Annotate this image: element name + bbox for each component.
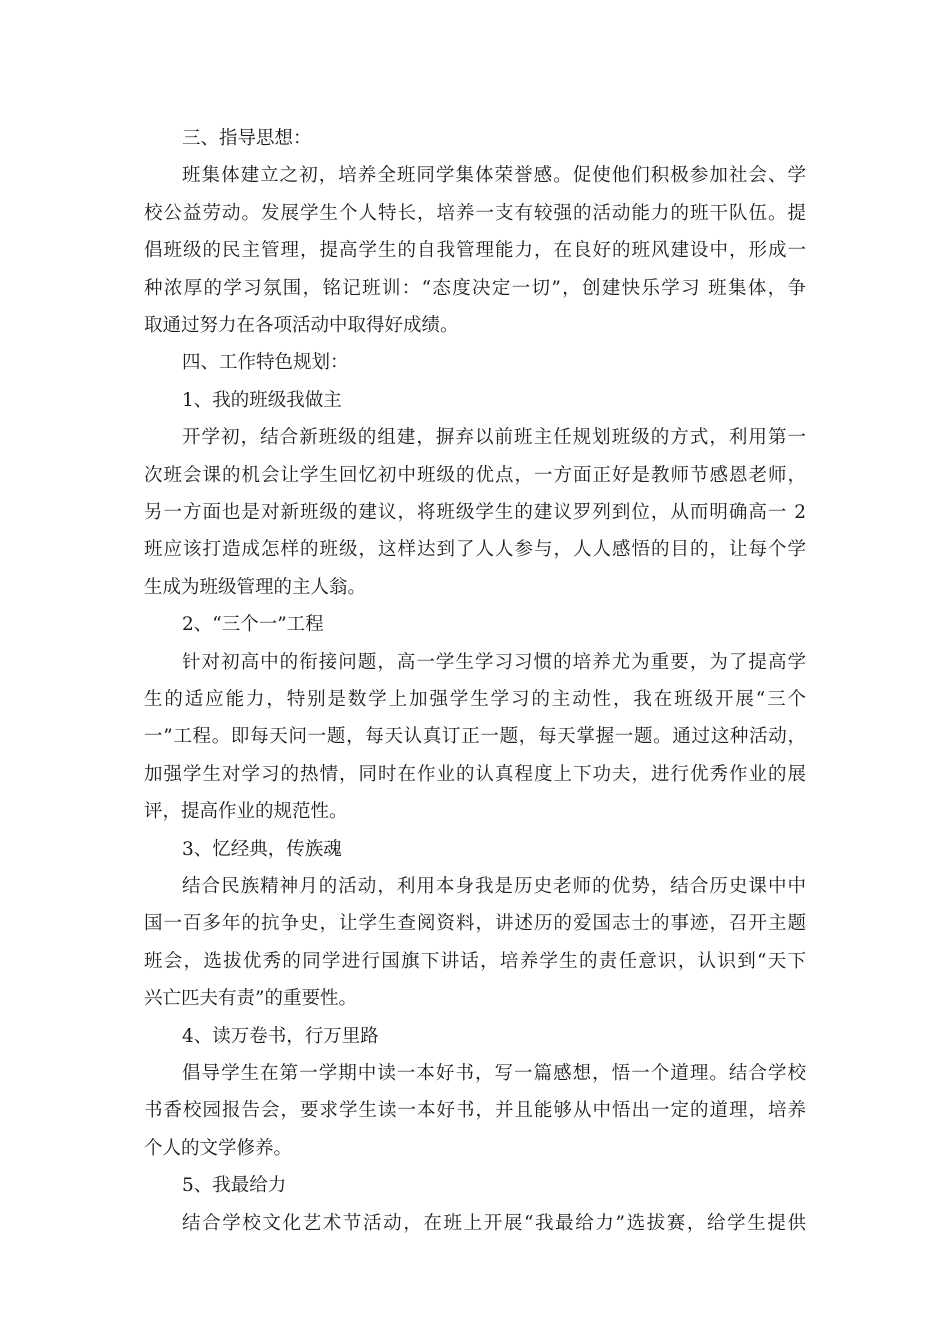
text-line: 2、“三个一”工程 — [182, 614, 324, 636]
text-line: 个人的文学修养。 — [144, 1137, 293, 1159]
text-line: 评，提高作业的规范性。 — [144, 801, 348, 823]
text-line: 3、忆经典，传族魂 — [182, 838, 342, 860]
text-line: 取通过努力在各项活动中取得好成绩。 — [144, 315, 459, 336]
text-line: 开学初，结合新班级的组建，摒弃以前班主任规划班级的方式，利用第一 — [182, 427, 806, 449]
text-line: 生成为班级管理的主人翁。 — [144, 576, 367, 598]
text-line: 班应该打造成怎样的班级，这样达到了人人参与，人人感悟的目的，让每个学 — [144, 539, 806, 561]
text-line: 兴亡匹夫有责”的重要性。 — [144, 988, 357, 1010]
text-line: 倡导学生在第一学期中读一本好书，写一篇感想，悟一个道理。结合学校 — [182, 1063, 806, 1084]
text-line: 5、我最给力 — [182, 1175, 287, 1197]
text-line: 班集体建立之初，培养全班同学集体荣誉感。促使他们积极参加社会、学 — [182, 165, 806, 187]
text-line: 针对初高中的衔接问题，高一学生学习习惯的培养尤为重要，为了提高学 — [182, 651, 806, 673]
text-line: 4、读万卷书，行万里路 — [182, 1025, 379, 1047]
text-line: 种浓厚的学习氛围，铭记班训：“态度决定一切”，创建快乐学习 班集体，争 — [144, 277, 806, 299]
text-line: 结合学校文化艺术节活动，在班上开展“我最给力”选拔赛，给学生提供 — [182, 1212, 806, 1234]
text-line: 结合民族精神月的活动，利用本身我是历史老师的优势，结合历史课中中 — [182, 876, 806, 897]
text-line: 班会，选拔优秀的同学进行国旗下讲话，培养学生的责任意识，认识到“天下 — [144, 950, 806, 972]
text-line: 倡班级的民主管理，提高学生的自我管理能力，在良好的班风建设中，形成一 — [144, 240, 806, 262]
text-line: 四、工作特色规划： — [182, 352, 349, 374]
text-line: 生的适应能力，特别是数学上加强学生学习的主动性，我在班级开展“三个 — [144, 689, 806, 710]
text-line: 一”工程。即每天问一题，每天认真订正一题，每天掌握一题。通过这种活动， — [144, 726, 806, 748]
text-line: 国一百多年的抗争史，让学生查阅资料，讲述历的爱国志士的事迹，召开主题 — [144, 913, 806, 935]
text-line: 书香校园报告会，要求学生读一本好书，并且能够从中悟出一定的道理，培养 — [144, 1100, 806, 1122]
text-line: 校公益劳动。发展学生个人特长，培养一支有较强的活动能力的班干队伍。提 — [144, 202, 806, 224]
text-line: 另一方面也是对新班级的建议，将班级学生的建议罗列到位，从而明确高一 2 — [144, 502, 806, 523]
text-line: 三、指导思想： — [182, 128, 312, 149]
text-line: 加强学生对学习的热情，同时在作业的认真程度上下功夫，进行优秀作业的展 — [144, 763, 806, 785]
text-line: 次班会课的机会让学生回忆初中班级的优点，一方面正好是教师节感恩老师， — [144, 464, 806, 486]
text-line: 1、我的班级我做主 — [182, 389, 342, 411]
